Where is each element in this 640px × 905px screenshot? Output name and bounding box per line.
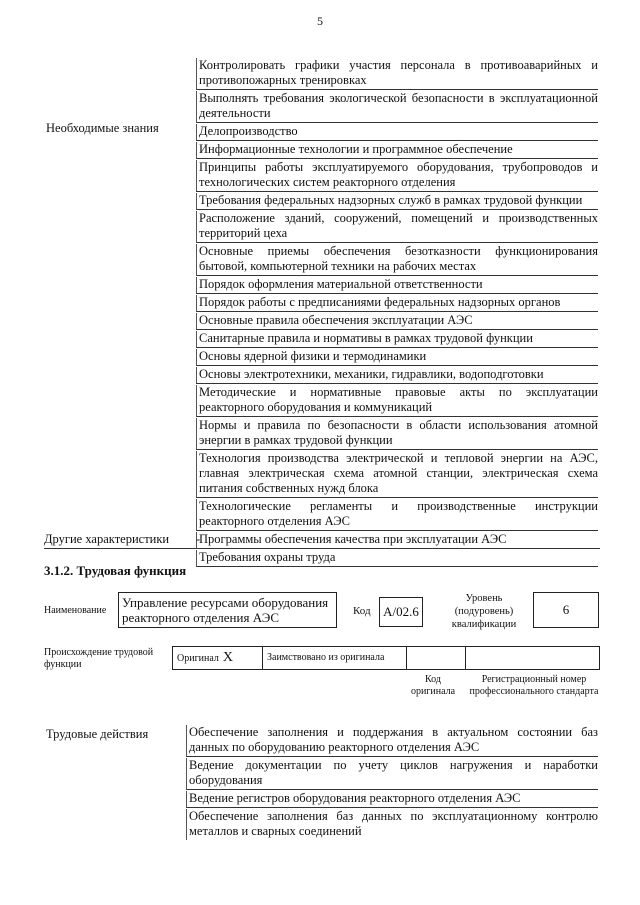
knowledge-item: Основы электротехники, механики, гидравлики, водоподготовки [196, 367, 598, 384]
knowledge-item: Технология производства электрической и тепловой энергии на АЭС, главная электрическая схема атомной станции, электрическая схема питания собственных нужд блока [196, 451, 598, 498]
action-item: Ведение регистров оборудования реакторного отделения АЭС [186, 791, 598, 808]
knowledge-item: Методические и нормативные правовые акты по эксплуатации реакторного оборудования и коммуникаций [196, 385, 598, 417]
action-item: Обеспечение заполнения баз данных по эксплуатационному контролю металлов и сварных соединений [186, 809, 598, 840]
knowledge-item: Основы ядерной физики и термодинамики [196, 349, 598, 366]
reg-number-caption: Регистрационный номер профессионального стандарта [469, 674, 599, 697]
knowledge-item: Принципы работы эксплуатируемого оборудования, трубопроводов и технологических систем реакторного отделения [196, 160, 598, 192]
borrowed-cell: Заимствовано из оригинала [263, 647, 407, 669]
original-mark: X [222, 650, 234, 665]
knowledge-item: Расположение зданий, сооружений, помещений и производственных территорий цеха [196, 211, 598, 243]
other-characteristics-value: - [196, 532, 201, 546]
page-number: 5 [317, 14, 323, 28]
other-characteristics-row [44, 532, 600, 549]
knowledge-list [196, 58, 598, 568]
actions-list [186, 725, 598, 841]
function-name-box: Управление ресурсами оборудования реакторного отделения АЭС [118, 592, 337, 628]
knowledge-item: Выполнять требования экологической безопасности в эксплуатационной деятельности [196, 91, 598, 123]
code-original-cell [407, 647, 466, 669]
actions-label: Трудовые действия [46, 727, 149, 741]
knowledge-item: Делопроизводство [196, 124, 598, 141]
function-heading: 3.1.2. Трудовая функция [44, 563, 187, 578]
knowledge-item: Санитарные правила и нормативы в рамках трудовой функции [196, 331, 598, 348]
knowledge-label: Необходимые знания [46, 121, 159, 135]
knowledge-item: Программы обеспечения качества при эксплуатации АЭС [196, 532, 598, 549]
knowledge-item: Контролировать графики участия персонала в противоаварийных и противопожарных тренировках [196, 58, 598, 90]
knowledge-item: Основные приемы обеспечения безотказности функционирования бытовой, компьютерной техники на рабочих местах [196, 244, 598, 276]
code-original-caption: Код оригинала [410, 674, 456, 697]
other-characteristics-label: Другие характеристики [44, 532, 170, 546]
original-cell [173, 647, 263, 669]
code-box: A/02.6 [379, 597, 423, 627]
knowledge-item: Технологические регламенты и производственные инструкции реакторного отделения АЭС [196, 499, 598, 531]
level-box: 6 [533, 592, 599, 628]
knowledge-item: Порядок оформления материальной ответственности [196, 277, 598, 294]
action-item: Обеспечение заполнения и поддержания в актуальном состоянии баз данных по оборудованию реакторного отделения АЭС [186, 725, 598, 757]
knowledge-item: Информационные технологии и программное обеспечение [196, 142, 598, 159]
origin-label: Происхождение трудовой функции [44, 647, 154, 670]
original-label: Оригинал [177, 653, 219, 664]
knowledge-item: Требования охраны труда [196, 550, 598, 567]
knowledge-item: Порядок работы с предписаниями федеральных надзорных органов [196, 295, 598, 312]
knowledge-item: Требования федеральных надзорных служб в рамках трудовой функции [196, 193, 598, 210]
name-label: Наименование [44, 605, 107, 616]
origin-table [172, 646, 600, 670]
knowledge-item: Основные правила обеспечения эксплуатации АЭС [196, 313, 598, 330]
code-label: Код [353, 605, 371, 617]
action-item: Ведение документации по учету циклов нагружения и наработки оборудования [186, 758, 598, 790]
knowledge-item: Нормы и правила по безопасности в области использования атомной энергии в рамках трудовой функции [196, 418, 598, 450]
level-label: Уровень (подуровень) квалификации [451, 593, 517, 630]
